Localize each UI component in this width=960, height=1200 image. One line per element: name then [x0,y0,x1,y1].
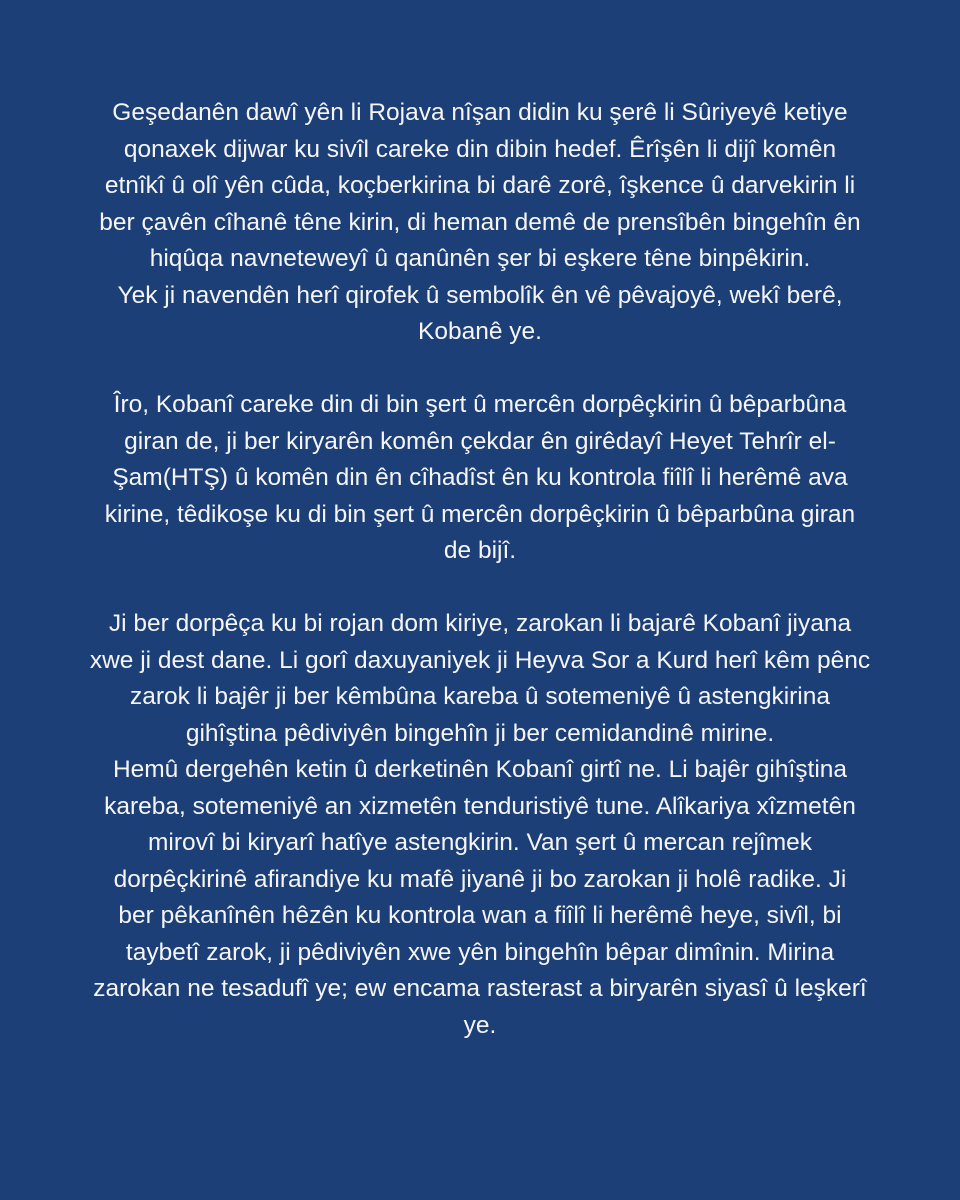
text-line: Şam(HTŞ) û komên din ên cîhadîst ên ku kontrola fiîlî li herêmê ava [112,464,848,491]
paragraph-3 [50,606,910,1044]
text-line: de bijî. [443,537,517,564]
text-line: giran de, ji ber kiryarên komên çekdar ên girêdayî Heyet Tehrîr el- [124,427,836,455]
paragraph-2 [50,387,910,570]
text-line: hiqûqa navneteweyî û qanûnên şer bi eşkere têne binpêkirin. [149,245,811,272]
text-line: Kobanê ye. [418,318,542,345]
text-line: Îro, Kobanî careke din di bin şert û mercên dorpêçkirin û bêparbûna [113,391,847,418]
paragraph-gap [50,570,910,607]
text-line: zarok li bajêr ji ber kêmbûna kareba û sotemeniyê û astengkirina [130,683,830,710]
text-line: kirine, têdikoşe ku di bin şert û mercên dorpêçkirin û bêparbûna giran [104,500,856,528]
text-line: ber çavên cîhanê têne kirin, di heman demê de prensîbên bingehîn ên [99,208,861,236]
text-line: dorpêçkirinê afirandiye ku mafê jiyanê ji bo zarokan ji holê radike. Ji [113,865,847,893]
text-line: zarokan ne tesadufî ye; ew encama rasterast a biryarên siyasî û leşkerî [93,975,867,1002]
text-line: Yek ji navendên herî qirofek û sembolîk ên vê pêvajoyê, wekî berê, [117,281,843,309]
paragraph-gap [50,351,910,388]
text-line: Geşedanên dawî yên li Rojava nîşan didin ku şerê li Sûriyeyê ketiye [112,99,848,126]
text-line: gihîştina pêdiviyên bingehîn ji ber cemidandinê mirine. [185,719,775,747]
text-line: Hemû dergehên ketin û derketinên Kobanî girtî ne. Li bajêr gihîştina [112,756,848,783]
text-line: qonaxek dijwar ku sivîl careke din dibin hedef. Êrîşên li dijî komên [123,135,837,163]
paragraph-1 [50,95,910,351]
text-line: xwe ji dest dane. Li gorî daxuyaniyek ji Heyva Sor a Kurd herî kêm pênc [89,646,871,674]
text-line: ber pêkanînên hêzên ku kontrola wan a fiîlî li herêmê heye, sivîl, bi [118,902,842,929]
text-line: kareba, sotemeniyê an xizmetên tenduristiyê tune. Alîkariya xîzmetên [104,792,856,820]
text-line: ye. [463,1011,497,1039]
article-text [50,95,910,1044]
text-line: Ji ber dorpêça ku bi rojan dom kiriye, zarokan li bajarê Kobanî jiyana [108,610,852,637]
text-line: etnîkî û olî yên cûda, koçberkirina bi darê zorê, îşkence û darvekirin li [104,172,856,199]
text-line: mirovî bi kiryarî hatîye astengkirin. Van şert û mercan rejîmek [147,829,812,856]
text-line: taybetî zarok, ji pêdiviyên xwe yên bingehîn bêpar dimînin. Mirina [125,938,835,966]
